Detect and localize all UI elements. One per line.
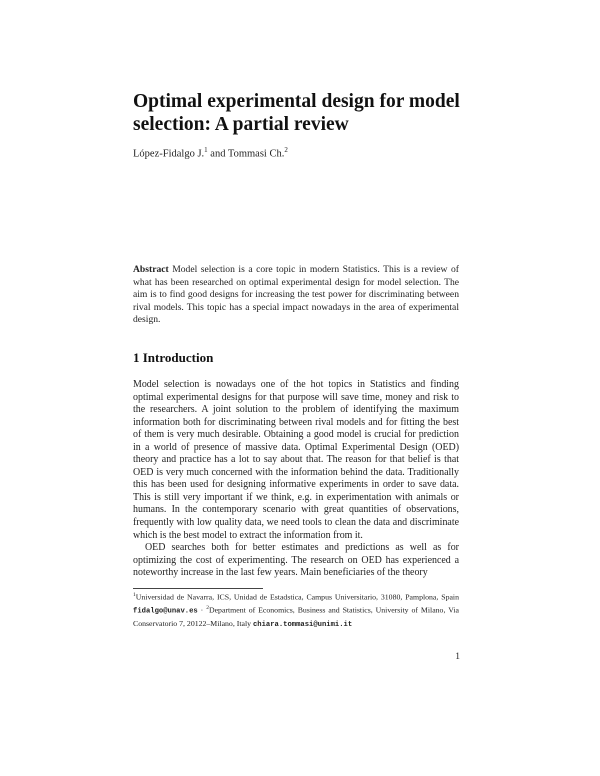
author-joiner: and bbox=[207, 148, 228, 160]
footnote-text: Department of Economics, Business and Statistics, University of Milano, Via Conservatorio 7, 20122–Milano, Italy bbox=[133, 605, 459, 628]
author-name: López-Fidalgo J. bbox=[133, 148, 205, 160]
footnote-mark: 2 bbox=[206, 605, 209, 611]
footnote-mark: 1 bbox=[133, 592, 136, 598]
paragraph: Model selection is nowadays one of the hot topics in Statistics and finding optimal experimental designs for that purpose will save time, money and risk to the researchers. A joint solution to the problem of identifying the maximum information both for discriminating between rival models and for fitting the best of them is very much desirable. Obtaining a good model is crucial for prediction in a world of presence of massive data. Optimal Experimental Design (OED) theory and practice has a lot to say about that. The reason for that belief is that OED is very much concerned with the information behind the data. Traditionally this has been used for designing informative experiments in order to save data. This is still very important if we think, e.g. in experimentation with animals or humans. In the contemporary scenario with great quantities of observations, frequently with low quality data, we need tools to clean the data and discriminate which is the best model to extract the information from it. bbox=[133, 379, 459, 541]
affiliation-mark: 1 bbox=[204, 146, 208, 154]
footnotes bbox=[133, 590, 459, 631]
section-body bbox=[133, 379, 459, 580]
footnote-divider bbox=[133, 588, 263, 589]
email-link[interactable]: chiara.tommasi@unimi.it bbox=[252, 621, 353, 629]
affiliation-mark: 2 bbox=[284, 146, 288, 154]
author-line bbox=[133, 146, 288, 160]
email-link[interactable]: fidalgo@unav.es bbox=[133, 607, 198, 616]
footnote-separator: · bbox=[197, 605, 207, 615]
author-name: Tommasi Ch. bbox=[227, 148, 285, 160]
abstract-label: Abstract bbox=[133, 264, 169, 275]
abstract bbox=[133, 264, 459, 327]
page-number: 1 bbox=[455, 652, 460, 662]
paragraph: OED searches both for better estimates and predictions as well as for optimizing the cost of experimenting. The research on OED has experienced a noteworthy increase in the last few years. Main beneficiaries of the theory bbox=[133, 542, 459, 579]
footnote-text: Universidad de Navarra, ICS, Unidad de Estadstica, Campus Universitario, 31080, Pamplona, Spain bbox=[135, 592, 459, 602]
abstract-text: Model selection is a core topic in modern Statistics. This is a review of what has been researched on optimal experimental design for model selection. The aim is to find good designs for increasing the test power for discriminating between rival models. This topic has a special impact nowadays in the area of experimental design. bbox=[133, 264, 459, 326]
paper-title: Optimal experimental design for model selection: A partial review bbox=[133, 91, 460, 135]
section-heading: 1 Introduction bbox=[133, 350, 214, 365]
